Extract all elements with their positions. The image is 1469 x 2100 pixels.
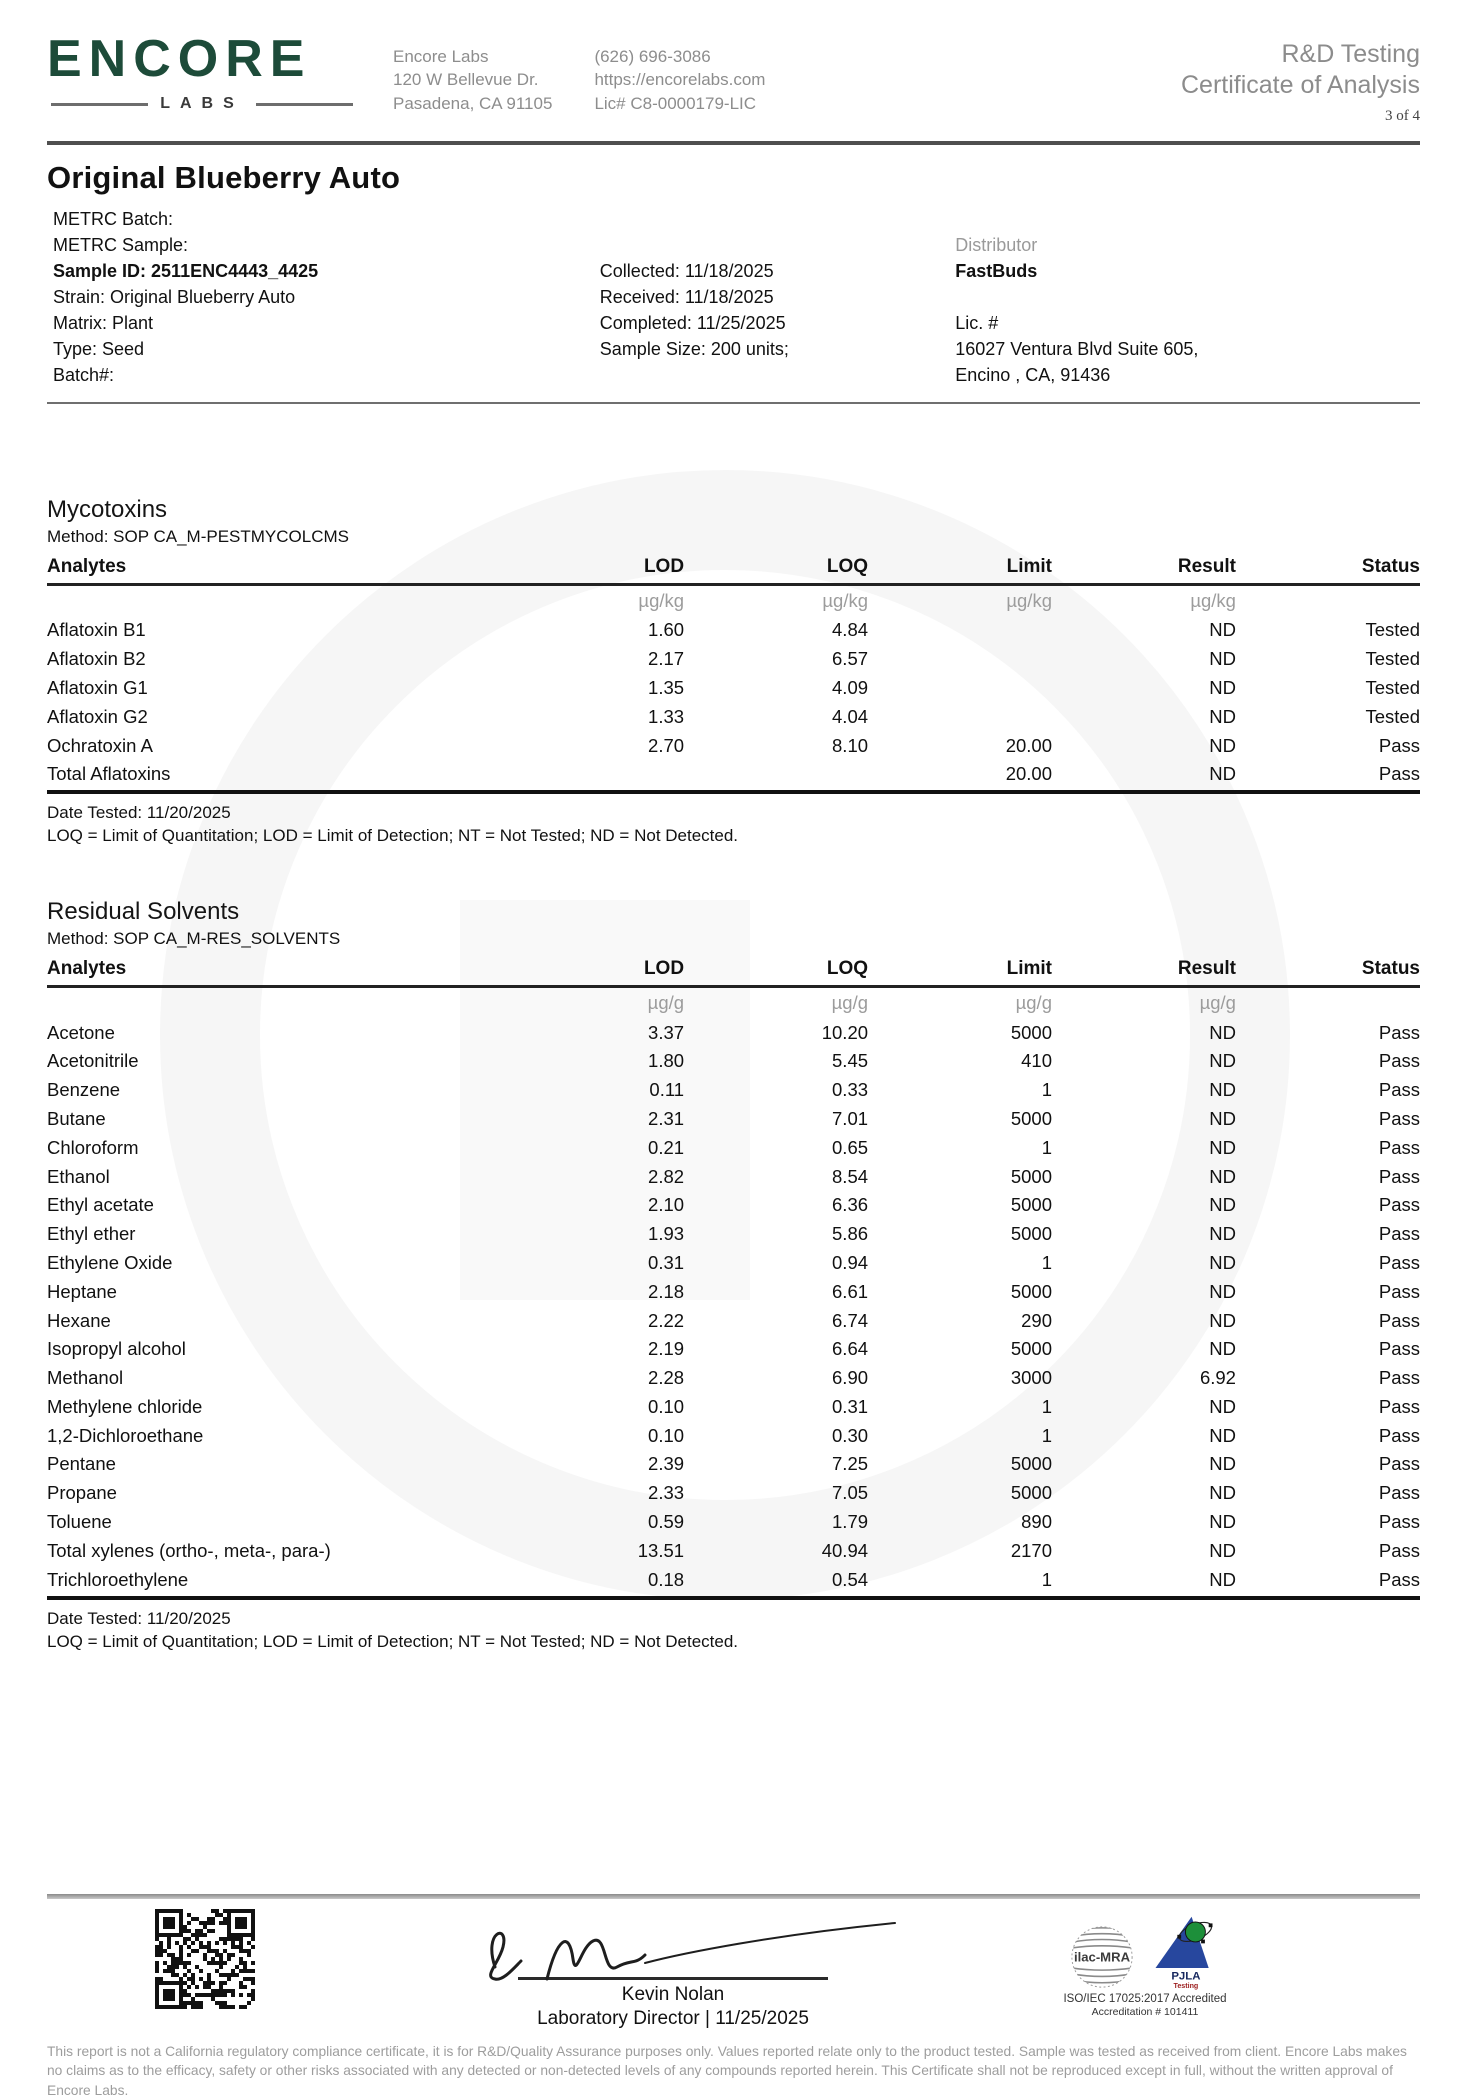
analyte-name: Ethanol [47,1165,110,1187]
lod-value: 2.22 [648,1309,685,1331]
lab-contact-block [594,45,765,115]
logo-sub-label: LABS [160,95,244,112]
analyte-name: Propane [47,1482,117,1504]
table-row [47,645,1420,674]
limit-value: 890 [1021,1510,1052,1532]
lab-address-line2: Pasadena, CA 91105 [393,93,553,113]
table-row [47,1335,1420,1364]
table-row [47,1565,1420,1597]
svg-text:ilac-MRA: ilac-MRA [1073,1948,1131,1964]
status-value: Pass [1378,1510,1420,1532]
report-title: Certificate of Analysis [1181,70,1420,99]
table-row [47,1306,1420,1335]
loq-value: 5.86 [832,1223,869,1245]
limit-value [868,645,1052,674]
disclaimer-text: This report is not a California regulatory compliance certificate, it is for R&D/Quality Assurance purposes only. Values reported relate only to the product tested. Sample was tested as received from client. Encore Labs makes no claims as to the efficacy, safety or other risks associated with any detected or non-detected levels of any compounds reported herein. This Certificate shall not be reproduced except in full, without the written approval of Encore Labs. [47,2043,1407,2098]
status-value: Pass [1378,1309,1420,1331]
encore-labs-logo [47,30,357,113]
column-header: Analytes [47,553,500,585]
sample-info [47,206,1420,388]
result-value: ND [1052,760,1236,792]
limit-value [868,702,1052,731]
analyte-name: Acetonitrile [47,1050,139,1072]
lod-value: 13.51 [637,1539,685,1561]
signer-title: Laboratory Director | 11/25/2025 [537,2007,809,2029]
unit-label: µg/kg [822,590,869,611]
limit-value: 3000 [1010,1367,1052,1389]
analyte-name: Total Aflatoxins [47,760,500,792]
analyte-name: Pentane [47,1453,116,1475]
result-value: ND [1209,1482,1236,1504]
table-row [47,1047,1420,1076]
status-value: Pass [1378,734,1420,756]
limit-value [868,674,1052,703]
distributor-lic-label: Lic. # [955,313,999,333]
result-value: ND [1209,1165,1236,1187]
loq-value: 4.04 [832,705,869,727]
logo-wordmark: ENCORE [47,30,312,88]
lod-value: 1.35 [648,676,685,698]
table-row [47,1277,1420,1306]
unit-label: µg/kg [638,590,685,611]
status-value: Pass [1378,1079,1420,1101]
result-value: ND [1209,1539,1236,1561]
loq-value: 0.94 [832,1251,869,1273]
table-row [47,1191,1420,1220]
loq-value: 0.30 [832,1424,869,1446]
svg-text:PJLA: PJLA [1171,1969,1201,1982]
header-divider [47,141,1420,145]
analyte-name: Trichloroethylene [47,1565,500,1597]
mycotoxins-table [47,553,1420,794]
completed-date: Completed: 11/25/2025 [599,313,786,333]
distributor-address2: Encino , CA, 91436 [955,365,1111,385]
lod-value: 0.10 [648,1424,685,1446]
signature-line [518,1977,828,1980]
limit-value: 410 [1021,1050,1052,1072]
limit-value: 1 [1041,1079,1052,1101]
result-value: ND [1209,1510,1236,1532]
loq-value: 4.84 [832,619,869,641]
table-row [47,1536,1420,1565]
analyte-name: Benzene [47,1079,121,1101]
unit-label [1236,987,1420,1019]
column-header: Status [1236,955,1420,987]
unit-label: µg/g [831,992,869,1014]
table-row [47,1220,1420,1249]
result-value: ND [1209,1108,1236,1130]
strain: Strain: Original Blueberry Auto [53,287,296,307]
result-value: ND [1209,676,1236,698]
loq-value: 4.09 [832,676,869,698]
loq-value: 7.25 [832,1453,869,1475]
accreditation-standard: ISO/IEC 17025:2017 Accredited [1063,1992,1227,2005]
lab-phone: (626) 696-3086 [594,47,711,66]
sample-info-dates [600,258,955,388]
loq-value: 0.31 [832,1395,869,1417]
footer [47,1909,1420,2030]
limit-value: 1 [1041,1424,1052,1446]
column-header: LOD [500,553,684,585]
lab-name: Encore Labs [393,47,489,66]
result-value: ND [1209,1309,1236,1331]
lod-value: 3.37 [648,1021,685,1043]
residual-solvents-legend: LOQ = Limit of Quantitation; LOD = Limit of Detection; NT = Not Tested; ND = Not Detected. [47,1631,739,1651]
column-header: Result [1052,553,1236,585]
unit-label: µg/kg [1190,590,1236,611]
status-value: Pass [1378,1280,1420,1302]
table-row [47,1364,1420,1393]
limit-value: 290 [1021,1309,1052,1331]
analyte-name: Methylene chloride [47,1395,203,1417]
accreditation-number: Accreditation # 101411 [1091,2005,1199,2018]
analyte-name: Ethyl ether [47,1223,136,1245]
page-indicator: 3 of 4 [1385,108,1420,124]
loq-value: 6.36 [832,1194,869,1216]
loq-value: 5.45 [832,1050,869,1072]
lod-value: 2.39 [648,1453,685,1475]
result-value: ND [1209,1338,1236,1360]
table-row [47,674,1420,703]
lab-address-line1: 120 W Bellevue Dr. [393,70,539,90]
ilac-mra-logo-icon [1068,1923,1136,1991]
lod-value: 2.33 [648,1482,685,1504]
status-value: Pass [1236,1565,1420,1597]
table-row [47,1450,1420,1479]
loq-value: 40.94 [821,1539,869,1561]
column-header: LOD [500,955,684,987]
analyte-name: Heptane [47,1280,117,1302]
lod-value: 2.19 [648,1338,685,1360]
analyte-name: Aflatoxin B2 [47,648,146,670]
analyte-name: Ochratoxin A [47,734,153,756]
analyte-name: Butane [47,1108,106,1130]
column-header: Status [1236,553,1420,585]
lod-value: 2.17 [648,648,685,670]
loq-value: 7.01 [832,1108,869,1130]
limit-value: 1 [1041,1251,1052,1273]
residual-solvents-table [47,955,1420,1599]
limit-value: 1 [1041,1395,1052,1417]
status-value: Pass [1378,1251,1420,1273]
analyte-name: Methanol [47,1367,124,1389]
status-value: Pass [1378,1165,1420,1187]
status-value: Pass [1378,1021,1420,1043]
column-header: LOQ [684,553,868,585]
result-value: ND [1209,1194,1236,1216]
lod-value: 0.59 [648,1510,685,1532]
mycotoxins-section [47,496,1420,846]
result-value: 6.92 [1199,1367,1236,1389]
lod-value: 2.70 [648,734,685,756]
sample-size: Sample Size: 200 units; [599,339,789,359]
report-title-block [1181,39,1420,125]
loq-value [684,760,868,792]
analyte-name: Total xylenes (ortho-, meta-, para-) [47,1539,331,1561]
limit-value: 5000 [1010,1194,1052,1216]
limit-value: 5000 [1010,1223,1052,1245]
limit-value: 5000 [1010,1021,1052,1043]
unit-label: µg/g [1199,992,1236,1014]
qr-code[interactable] [155,1909,255,2009]
result-value: ND [1209,1395,1236,1417]
accreditation-block [1030,1909,1260,2018]
logo-rule-right [256,103,353,106]
unit-label: µg/kg [1006,590,1052,611]
analyte-name: 1,2-Dichloroethane [47,1424,204,1446]
analyte-name: Hexane [47,1309,111,1331]
table-row [47,1162,1420,1191]
result-value: ND [1209,1223,1236,1245]
table-row [47,731,1420,760]
analyte-name: Toluene [47,1510,112,1532]
lod-value: 0.31 [648,1251,685,1273]
lab-website[interactable]: https://encorelabs.com [594,70,766,90]
batch-number: Batch#: [53,365,115,385]
distributor-name: FastBuds [955,261,1038,281]
loq-value: 7.05 [832,1482,869,1504]
loq-value: 6.90 [832,1367,869,1389]
collected-date: Collected: 11/18/2025 [599,261,774,281]
lod-value: 2.82 [648,1165,685,1187]
limit-value: 5000 [1010,1280,1052,1302]
loq-value: 10.20 [821,1021,869,1043]
table-row [47,1076,1420,1105]
lod-value: 0.18 [500,1565,684,1597]
metrc-sample: METRC Sample: [53,235,189,255]
analyte-name: Acetone [47,1021,115,1043]
table-row [47,1392,1420,1421]
loq-value: 6.61 [832,1280,869,1302]
lod-value: 2.18 [648,1280,685,1302]
lod-value: 2.10 [648,1194,685,1216]
result-value: ND [1209,648,1236,670]
status-value: Tested [1365,619,1420,641]
table-row [47,1133,1420,1162]
limit-value: 5000 [1010,1453,1052,1475]
status-value: Pass [1378,1395,1420,1417]
result-value: ND [1209,1050,1236,1072]
analyte-name: Ethylene Oxide [47,1251,173,1273]
result-value: ND [1209,619,1236,641]
analyte-name: Aflatoxin B1 [47,619,146,641]
loq-value: 8.10 [832,734,869,756]
status-value: Pass [1378,1136,1420,1158]
status-value: Pass [1378,1539,1420,1561]
result-value: ND [1209,1021,1236,1043]
loq-value: 6.74 [832,1309,869,1331]
sample-id: Sample ID: 2511ENC4443_4425 [53,261,319,281]
residual-solvents-title: Residual Solvents [47,898,240,926]
table-row [47,1508,1420,1537]
unit-label [47,585,500,617]
residual-solvents-date-tested: Date Tested: 11/20/2025 [47,1608,231,1628]
footer-divider [47,1894,1420,1899]
unit-label [1236,585,1420,617]
logo-rule-left [51,103,148,106]
status-value: Pass [1378,1453,1420,1475]
residual-solvents-method: Method: SOP CA_M-RES_SOLVENTS [47,929,341,949]
status-value: Pass [1378,1482,1420,1504]
limit-value [868,616,1052,645]
status-value: Pass [1378,1223,1420,1245]
lod-value: 0.11 [649,1079,685,1101]
sample-info-left [53,206,600,388]
lod-value: 2.31 [648,1108,685,1130]
lab-license: Lic# C8-0000179-LIC [594,93,757,113]
signature-block [443,1909,903,2030]
loq-value: 0.54 [684,1565,868,1597]
limit-value: 2170 [1010,1539,1052,1561]
lab-address-block [393,45,552,115]
analyte-name: Chloroform [47,1136,139,1158]
result-value: ND [1209,1079,1236,1101]
lod-value: 0.21 [648,1136,685,1158]
limit-value: 5000 [1010,1338,1052,1360]
loq-value: 6.57 [832,648,869,670]
status-value: Pass [1378,1367,1420,1389]
loq-value: 1.79 [832,1510,869,1532]
loq-value: 8.54 [832,1165,869,1187]
result-value: ND [1209,705,1236,727]
table-row [47,1421,1420,1450]
limit-value: 1 [868,1565,1052,1597]
column-header: Result [1052,955,1236,987]
analyte-name: Aflatoxin G2 [47,705,148,727]
lod-value: 0.10 [648,1395,685,1417]
sample-name-title: Original Blueberry Auto [47,160,401,195]
status-value: Pass [1378,1050,1420,1072]
loq-value: 0.65 [832,1136,869,1158]
table-row [47,1105,1420,1134]
limit-value: 5000 [1010,1482,1052,1504]
limit-value: 1 [1041,1136,1052,1158]
mycotoxins-method: Method: SOP CA_M-PESTMYCOLCMS [47,527,349,546]
table-row [47,616,1420,645]
table-row [47,760,1420,792]
status-value: Tested [1365,648,1420,670]
result-value: ND [1209,1424,1236,1446]
residual-solvents-section [47,898,1420,1651]
analyte-name: Isopropyl alcohol [47,1338,186,1360]
sample-type: Type: Seed [53,339,145,359]
table-row [47,1018,1420,1047]
status-value: Pass [1378,1108,1420,1130]
result-value: ND [1209,734,1236,756]
received-date: Received: 11/18/2025 [599,287,774,307]
lod-value: 1.80 [648,1050,685,1072]
table-row [47,1249,1420,1278]
lod-value: 1.33 [648,705,685,727]
mycotoxins-legend: LOQ = Limit of Quantitation; LOD = Limit of Detection; NT = Not Tested; ND = Not Detected. [47,826,739,846]
pjla-logo-icon [1146,1909,1222,1991]
column-header: Limit [868,955,1052,987]
sample-info-divider [47,402,1420,404]
status-value: Tested [1365,676,1420,698]
loq-value: 0.33 [832,1079,869,1101]
matrix: Matrix: Plant [53,313,154,333]
svg-text:Testing: Testing [1173,1981,1199,1990]
column-header: Limit [868,553,1052,585]
status-value: Pass [1236,760,1420,792]
result-value: ND [1209,1453,1236,1475]
distributor-block [955,232,1420,388]
lod-value [500,760,684,792]
column-header: LOQ [684,955,868,987]
analyte-name: Ethyl acetate [47,1194,154,1216]
status-value: Pass [1378,1424,1420,1446]
status-value: Pass [1378,1194,1420,1216]
distributor-address1: 16027 Ventura Blvd Suite 605, [955,339,1199,359]
table-row [47,1479,1420,1508]
loq-value: 6.64 [832,1338,869,1360]
status-value: Tested [1365,705,1420,727]
analyte-name: Aflatoxin G1 [47,676,148,698]
column-header: Analytes [47,955,500,987]
distributor-label: Distributor [955,235,1038,255]
unit-label: µg/g [1015,992,1052,1014]
limit-value: 5000 [1010,1108,1052,1130]
result-value: ND [1209,1251,1236,1273]
lod-value: 1.93 [648,1223,685,1245]
unit-label [47,987,500,1019]
lod-value: 1.60 [648,619,685,641]
report-type: R&D Testing [1281,40,1420,68]
result-value: ND [1052,1565,1236,1597]
header [47,0,1420,125]
signer-name: Kevin Nolan [621,1983,725,2005]
limit-value: 5000 [1010,1165,1052,1187]
lod-value: 2.28 [648,1367,685,1389]
unit-label: µg/g [647,992,685,1014]
metrc-batch: METRC Batch: [53,209,174,229]
limit-value: 20.00 [868,760,1052,792]
mycotoxins-date-tested: Date Tested: 11/20/2025 [47,803,231,823]
result-value: ND [1209,1136,1236,1158]
table-row [47,702,1420,731]
status-value: Pass [1378,1338,1420,1360]
mycotoxins-title: Mycotoxins [47,496,168,523]
limit-value: 20.00 [1005,734,1052,756]
result-value: ND [1209,1280,1236,1302]
